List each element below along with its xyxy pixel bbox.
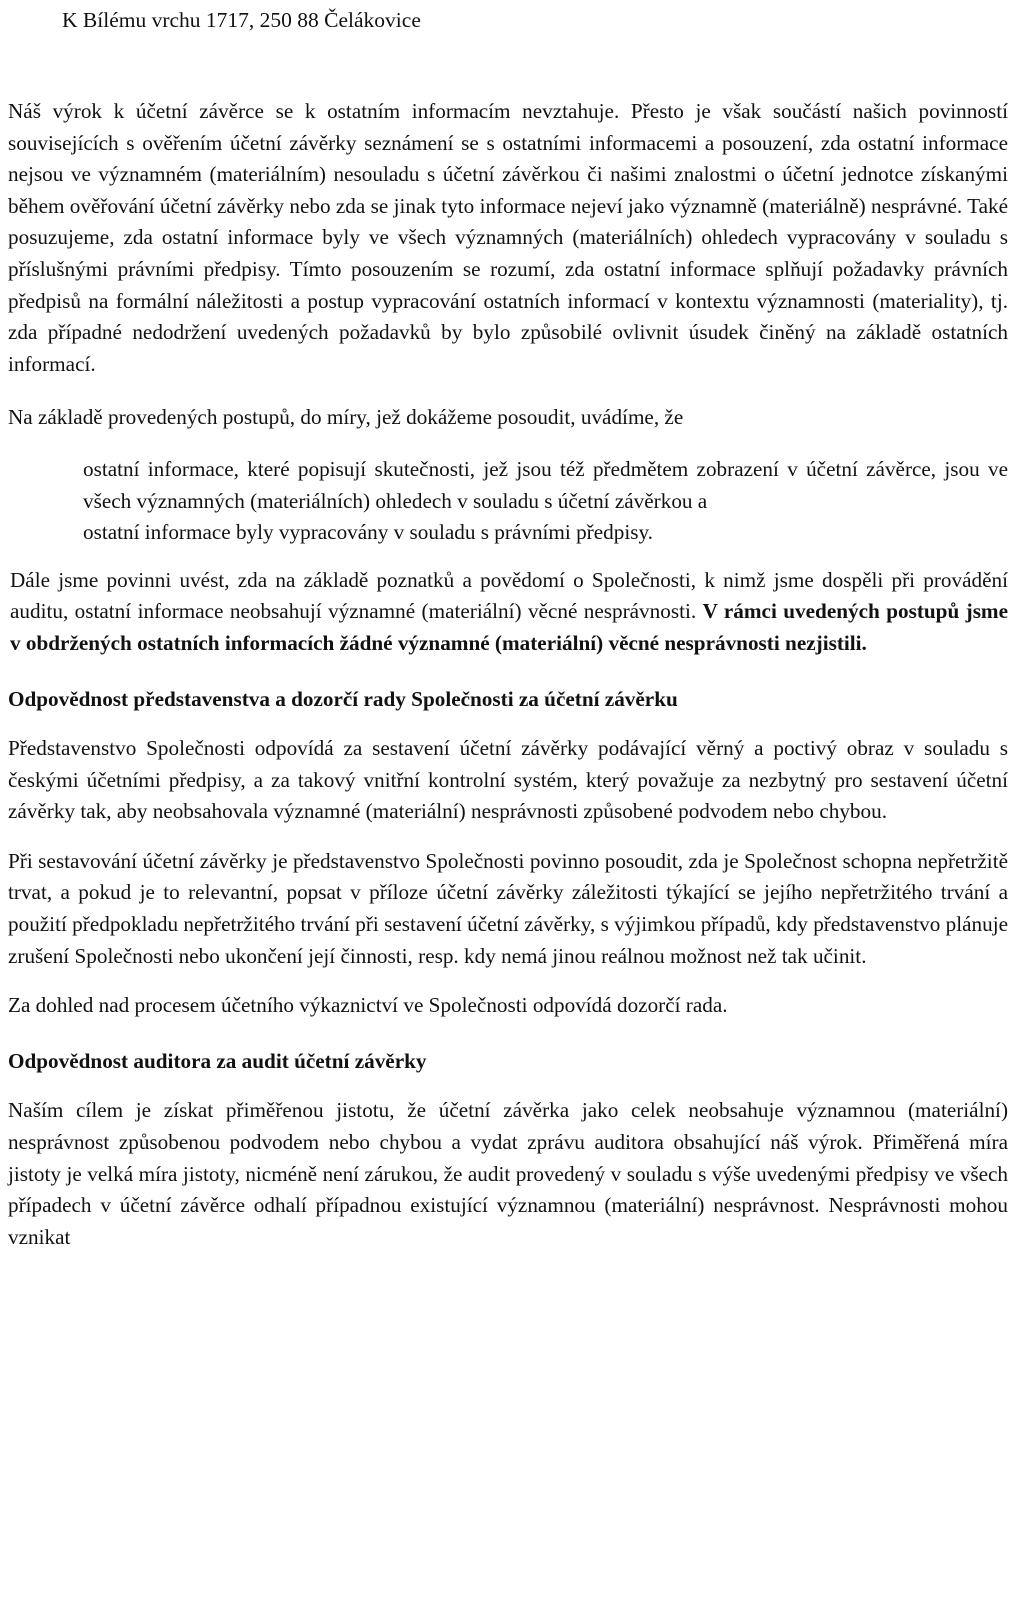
paragraph-procedures-intro: Na základě provedených postupů, do míry, jež dokážeme posoudit, uvádíme, že <box>8 405 684 430</box>
section-heading-board-responsibility: Odpovědnost představenstva a dozorčí rady Společnosti za účetní závěrku <box>8 686 678 711</box>
section-heading-auditor-responsibility: Odpovědnost auditora za audit účetní závěrky <box>8 1048 427 1073</box>
paragraph-board-responsibility: Představenstvo Společnosti odpovídá za sestavení účetní závěrky podávající věrný a poctivý obraz v souladu s českými účetními předpisy, a za takový vnitřní kontrolní systém, který považuje za nezbytný pro sestavení účetní závěrky tak, aby neobsahovala významné (materiální) nesprávnosti způsobené podvodem nebo chybou. <box>8 736 1008 824</box>
paragraph-supervisory-board: Za dohled nad procesem účetního výkaznictví ve Společnosti odpovídá dozorčí rada. <box>8 993 728 1018</box>
document-body <box>8 96 1008 1253</box>
paragraph-misstatements <box>8 565 1008 660</box>
address-line: K Bílému vrchu 1717, 250 88 Čelákovice <box>62 8 421 32</box>
paragraph-going-concern: Při sestavování účetní závěrky je představenstvo Společnosti povinno posoudit, zda je Společnost schopna nepřetržitě trvat, a pokud je to relevantní, popsat v příloze účetní závěrky záležitosti týkající se jejího nepřetržitého trvání a použití předpokladu nepřetržitého trvání při sestavení účetní závěrky, s výjimkou případů, kdy představenstvo plánuje zrušení Společnosti nebo ukončení její činnosti, resp. kdy nemá jinou reálnou možnost než tak učinit. <box>8 848 1008 968</box>
list-item: ostatní informace byly vypracovány v souladu s právními předpisy. <box>83 520 653 545</box>
list-item: ostatní informace, které popisují skutečnosti, jež jsou též předmětem zobrazení v účetní závěrce, jsou ve všech významných (materiálních) ohledech v souladu s účetní závěrkou a <box>83 456 1008 513</box>
misstatements-text: Dále jsme povinni uvést, zda na základě poznatků a povědomí o Společnosti, k nimž jsme dospěli při provádění auditu, ostatní informace neobsahují významné (materiální) věcné nesprávnosti. <box>10 567 1008 624</box>
paragraph-auditor-objective: Naším cílem je získat přiměřenou jistotu, že účetní závěrka jako celek neobsahuje významnou (materiální) nesprávnost způsobenou podvodem nebo chybou a vydat zprávu auditora obsahující náš výrok. Přiměřená míra jistoty je velká míra jistoty, nicméně není zárukou, že audit provedený v souladu s výše uvedenými předpisy ve všech případech v účetní závěrce odhalí případnou existující významnou (materiální) nesprávnost. Nesprávnosti mohou vznikat <box>8 1098 1008 1249</box>
paragraph-other-information: Náš výrok k účetní závěrce se k ostatním informacím nevztahuje. Přesto je však součástí našich povinností souvisejících s ověřením účetní závěrky seznámení se s ostatními informacemi a posouzení, zda ostatní informace nejsou ve významném (materiálním) nesouladu s účetní závěrkou či našimi znalostmi o účetní jednotce získanými během ověřování účetní závěrky nebo zda se jinak tyto informace nejeví jako významně (materiálně) nesprávné. Také posuzujeme, zda ostatní informace byly ve všech významných (materiálních) ohledech vypracovány v souladu s příslušnými právními předpisy. Tímto posouzením se rozumí, zda ostatní informace splňují požadavky právních předpisů na formální náležitosti a postup vypracování ostatních informací v kontextu významnosti (materiality), tj. zda případné nedodržení uvedených požadavků by bylo způsobilé ovlivnit úsudek činěný na základě ostatních informací. <box>8 99 1008 376</box>
findings-list <box>8 454 1008 549</box>
misstatements-conclusion: V rámci uvedených postupů jsme v obdržených ostatních informacích žádné významné (materiální) věcné nesprávnosti nezjistili. <box>10 599 1008 655</box>
